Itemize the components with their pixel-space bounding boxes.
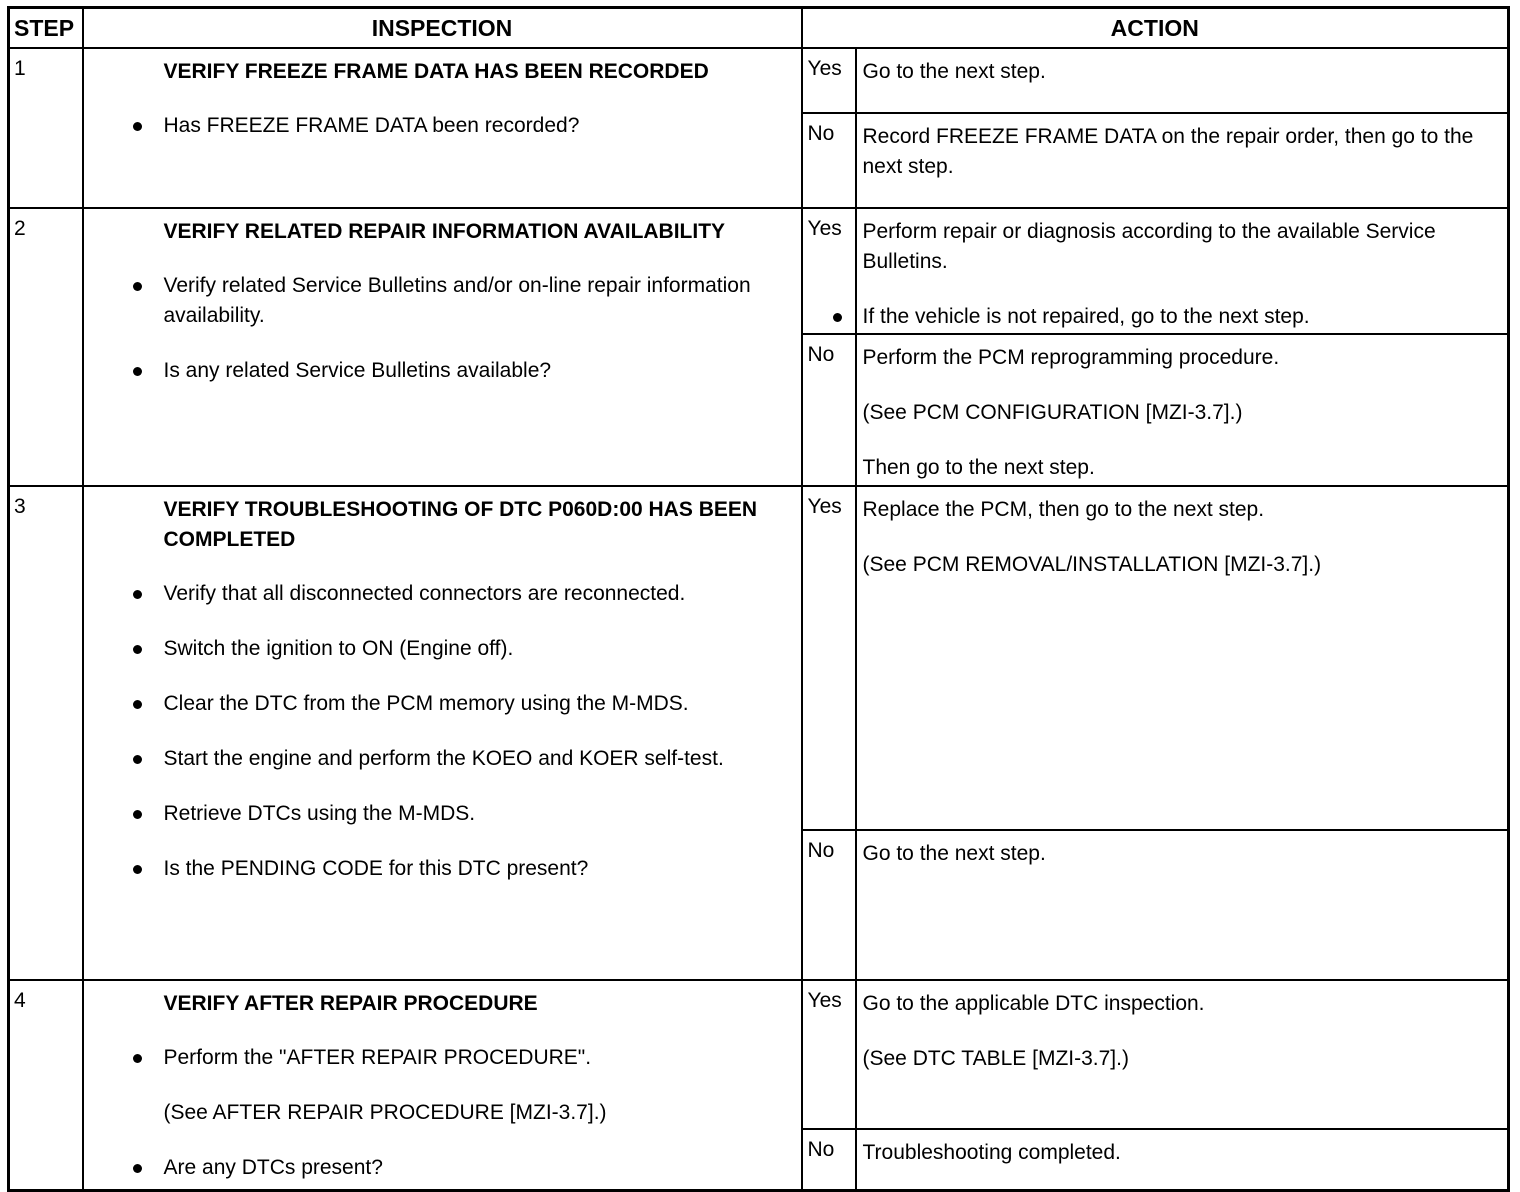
no-action xyxy=(856,830,1509,980)
inspection-cell xyxy=(83,980,802,1191)
no-label: No xyxy=(802,1129,856,1191)
step-number: 1 xyxy=(9,48,83,208)
action-text: (See DTC TABLE [MZI-3.7].) xyxy=(862,1047,1129,1070)
action-text: Replace the PCM, then go to the next step. xyxy=(862,498,1265,521)
action-bullet: If the vehicle is not repaired, go to the next step. xyxy=(863,302,1498,332)
step-number: 3 xyxy=(9,486,83,980)
inspection-item: Start the engine and perform the KOEO and KOER self-test. xyxy=(164,744,781,774)
action-text: (See PCM CONFIGURATION [MZI-3.7].) xyxy=(862,401,1243,424)
inspection-item: Are any DTCs present? xyxy=(164,1153,781,1183)
action-text: Troubleshooting completed. xyxy=(862,1140,1121,1164)
action-text: Perform the PCM reprogramming procedure. xyxy=(862,346,1280,369)
table-row xyxy=(9,48,1509,113)
diagnostic-procedure-table xyxy=(7,6,1510,1192)
yes-label: Yes xyxy=(802,980,856,1129)
yes-action xyxy=(856,980,1509,1129)
header-step: STEP xyxy=(9,8,83,49)
header-inspection: INSPECTION xyxy=(83,8,802,49)
no-label: No xyxy=(802,113,856,208)
no-action xyxy=(856,334,1509,486)
inspection-item: Is the PENDING CODE for this DTC present? xyxy=(164,854,781,884)
action-text: Go to the applicable DTC inspection. xyxy=(862,992,1205,1015)
inspection-item: Verify that all disconnected connectors are reconnected. xyxy=(164,579,781,609)
action-text: Then go to the next step. xyxy=(862,456,1095,479)
yes-action xyxy=(856,486,1509,830)
no-label: No xyxy=(802,830,856,980)
inspection-note: (See AFTER REPAIR PROCEDURE [MZI-3.7].) xyxy=(163,1101,607,1124)
action-text: Perform repair or diagnosis according to the available Service Bulletins. xyxy=(862,220,1436,273)
inspection-item: Verify related Service Bulletins and/or on-line repair information availability. xyxy=(164,271,781,331)
inspection-item: Perform the "AFTER REPAIR PROCEDURE". xyxy=(164,1043,781,1073)
step-number: 4 xyxy=(9,980,83,1191)
action-text: Go to the next step. xyxy=(862,842,1046,865)
inspection-title: VERIFY RELATED REPAIR INFORMATION AVAILABILITY xyxy=(163,220,726,243)
inspection-item: Is any related Service Bulletins available? xyxy=(164,356,781,386)
inspection-item: Clear the DTC from the PCM memory using the M-MDS. xyxy=(164,689,781,719)
inspection-cell xyxy=(83,486,802,980)
inspection-cell xyxy=(83,208,802,486)
no-action xyxy=(856,113,1509,208)
yes-label: Yes xyxy=(802,486,856,830)
inspection-title: VERIFY TROUBLESHOOTING OF DTC P060D:00 HAS BEEN COMPLETED xyxy=(163,498,758,551)
yes-action xyxy=(856,48,1509,113)
yes-label: Yes xyxy=(802,208,856,334)
inspection-item: Retrieve DTCs using the M-MDS. xyxy=(164,799,781,829)
no-label: No xyxy=(802,334,856,486)
table-row xyxy=(9,980,1509,1129)
step-number: 2 xyxy=(9,208,83,486)
action-text: Go to the next step. xyxy=(862,60,1046,83)
yes-action xyxy=(856,208,1509,334)
inspection-cell xyxy=(83,48,802,208)
header-action: ACTION xyxy=(802,8,1509,49)
action-text: Record FREEZE FRAME DATA on the repair order, then go to the next step. xyxy=(862,125,1474,178)
yes-label: Yes xyxy=(802,48,856,113)
inspection-item: Switch the ignition to ON (Engine off). xyxy=(164,634,781,664)
table-row xyxy=(9,208,1509,334)
action-text: (See PCM REMOVAL/INSTALLATION [MZI-3.7].) xyxy=(862,553,1322,576)
header-row xyxy=(9,8,1509,49)
table-row xyxy=(9,486,1509,830)
inspection-title: VERIFY AFTER REPAIR PROCEDURE xyxy=(163,992,538,1015)
inspection-title: VERIFY FREEZE FRAME DATA HAS BEEN RECORDED xyxy=(163,60,709,83)
no-action xyxy=(856,1129,1509,1191)
inspection-item: Has FREEZE FRAME DATA been recorded? xyxy=(164,111,781,141)
